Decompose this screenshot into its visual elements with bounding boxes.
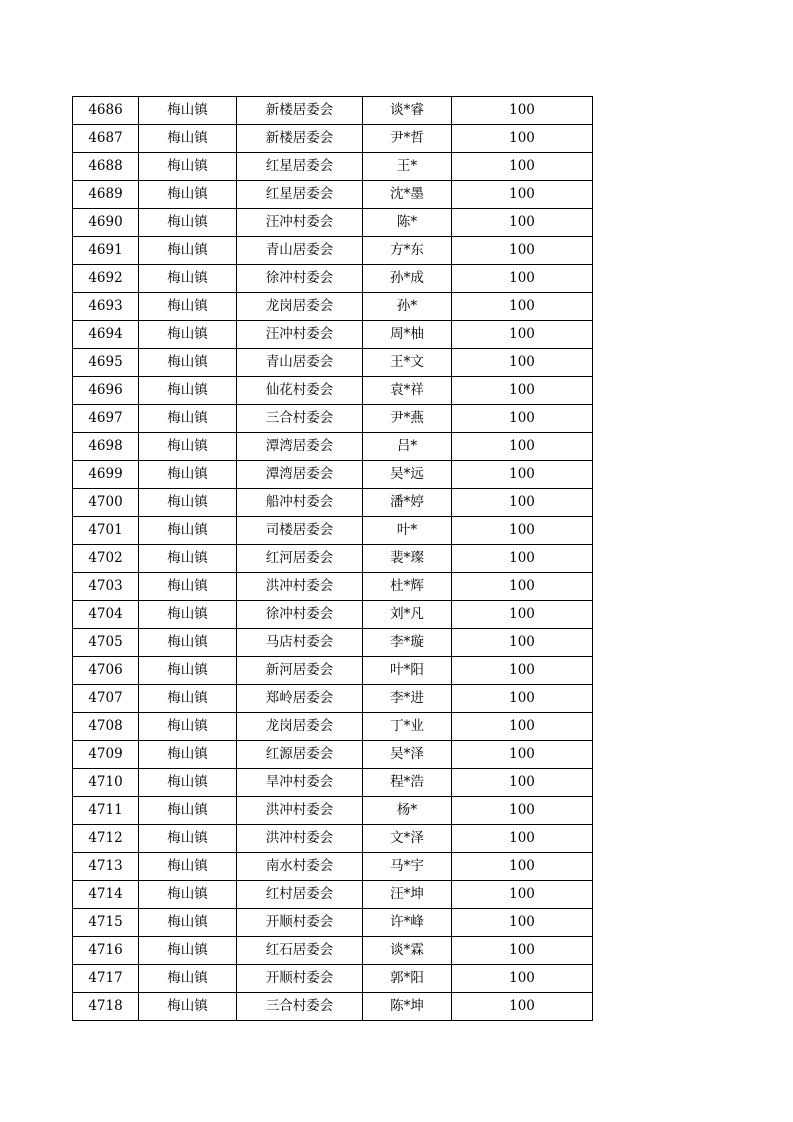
serial-number-cell: 4707 [73, 685, 139, 713]
serial-number-cell: 4708 [73, 713, 139, 741]
town-cell: 梅山镇 [139, 601, 237, 629]
table-row [73, 657, 593, 685]
amount-cell: 100 [452, 993, 593, 1021]
town-cell: 梅山镇 [139, 629, 237, 657]
town-cell: 梅山镇 [139, 489, 237, 517]
amount-cell: 100 [452, 797, 593, 825]
name-cell: 李*璇 [363, 629, 452, 657]
name-cell: 孙*成 [363, 265, 452, 293]
amount-cell: 100 [452, 629, 593, 657]
amount-cell: 100 [452, 881, 593, 909]
committee-cell: 三合村委会 [237, 993, 363, 1021]
name-cell: 谈*霖 [363, 937, 452, 965]
committee-cell: 汪冲村委会 [237, 209, 363, 237]
name-cell: 李*进 [363, 685, 452, 713]
committee-cell: 红星居委会 [237, 153, 363, 181]
serial-number-cell: 4686 [73, 97, 139, 125]
table-row [73, 321, 593, 349]
town-cell: 梅山镇 [139, 237, 237, 265]
town-cell: 梅山镇 [139, 97, 237, 125]
name-cell: 刘*凡 [363, 601, 452, 629]
table-row [73, 181, 593, 209]
committee-cell: 郑岭居委会 [237, 685, 363, 713]
serial-number-cell: 4691 [73, 237, 139, 265]
serial-number-cell: 4704 [73, 601, 139, 629]
serial-number-cell: 4693 [73, 293, 139, 321]
serial-number-cell: 4710 [73, 769, 139, 797]
table-row [73, 461, 593, 489]
name-cell: 文*泽 [363, 825, 452, 853]
town-cell: 梅山镇 [139, 377, 237, 405]
amount-cell: 100 [452, 349, 593, 377]
name-cell: 陈*坤 [363, 993, 452, 1021]
table-row [73, 937, 593, 965]
serial-number-cell: 4712 [73, 825, 139, 853]
amount-cell: 100 [452, 97, 593, 125]
committee-cell: 龙岗居委会 [237, 293, 363, 321]
name-cell: 杜*辉 [363, 573, 452, 601]
committee-cell: 汪冲村委会 [237, 321, 363, 349]
serial-number-cell: 4698 [73, 433, 139, 461]
recipient-table [72, 96, 593, 1021]
amount-cell: 100 [452, 657, 593, 685]
name-cell: 裴*璨 [363, 545, 452, 573]
committee-cell: 新河居委会 [237, 657, 363, 685]
town-cell: 梅山镇 [139, 993, 237, 1021]
serial-number-cell: 4692 [73, 265, 139, 293]
serial-number-cell: 4711 [73, 797, 139, 825]
name-cell: 周*柚 [363, 321, 452, 349]
amount-cell: 100 [452, 769, 593, 797]
name-cell: 叶*阳 [363, 657, 452, 685]
name-cell: 谈*睿 [363, 97, 452, 125]
amount-cell: 100 [452, 433, 593, 461]
table-row [73, 825, 593, 853]
amount-cell: 100 [452, 909, 593, 937]
town-cell: 梅山镇 [139, 825, 237, 853]
amount-cell: 100 [452, 685, 593, 713]
town-cell: 梅山镇 [139, 265, 237, 293]
name-cell: 潘*婷 [363, 489, 452, 517]
town-cell: 梅山镇 [139, 545, 237, 573]
serial-number-cell: 4688 [73, 153, 139, 181]
table-row [73, 741, 593, 769]
committee-cell: 红石居委会 [237, 937, 363, 965]
table-row [73, 125, 593, 153]
committee-cell: 洪冲村委会 [237, 825, 363, 853]
amount-cell: 100 [452, 125, 593, 153]
table-row [73, 433, 593, 461]
committee-cell: 旱冲村委会 [237, 769, 363, 797]
amount-cell: 100 [452, 461, 593, 489]
town-cell: 梅山镇 [139, 769, 237, 797]
serial-number-cell: 4699 [73, 461, 139, 489]
name-cell: 郭*阳 [363, 965, 452, 993]
committee-cell: 红源居委会 [237, 741, 363, 769]
amount-cell: 100 [452, 377, 593, 405]
amount-cell: 100 [452, 545, 593, 573]
town-cell: 梅山镇 [139, 881, 237, 909]
serial-number-cell: 4697 [73, 405, 139, 433]
amount-cell: 100 [452, 321, 593, 349]
committee-cell: 洪冲村委会 [237, 573, 363, 601]
serial-number-cell: 4706 [73, 657, 139, 685]
name-cell: 吴*泽 [363, 741, 452, 769]
serial-number-cell: 4700 [73, 489, 139, 517]
committee-cell: 红星居委会 [237, 181, 363, 209]
serial-number-cell: 4694 [73, 321, 139, 349]
amount-cell: 100 [452, 601, 593, 629]
table-row [73, 629, 593, 657]
town-cell: 梅山镇 [139, 349, 237, 377]
committee-cell: 洪冲村委会 [237, 797, 363, 825]
table-row [73, 293, 593, 321]
committee-cell: 三合村委会 [237, 405, 363, 433]
serial-number-cell: 4709 [73, 741, 139, 769]
serial-number-cell: 4689 [73, 181, 139, 209]
table-row [73, 797, 593, 825]
town-cell: 梅山镇 [139, 909, 237, 937]
table-row [73, 965, 593, 993]
amount-cell: 100 [452, 265, 593, 293]
committee-cell: 潭湾居委会 [237, 433, 363, 461]
serial-number-cell: 4715 [73, 909, 139, 937]
town-cell: 梅山镇 [139, 853, 237, 881]
name-cell: 叶* [363, 517, 452, 545]
serial-number-cell: 4690 [73, 209, 139, 237]
name-cell: 程*浩 [363, 769, 452, 797]
table-row [73, 713, 593, 741]
committee-cell: 潭湾居委会 [237, 461, 363, 489]
serial-number-cell: 4714 [73, 881, 139, 909]
town-cell: 梅山镇 [139, 657, 237, 685]
town-cell: 梅山镇 [139, 209, 237, 237]
table-row [73, 545, 593, 573]
name-cell: 王* [363, 153, 452, 181]
town-cell: 梅山镇 [139, 405, 237, 433]
name-cell: 王*文 [363, 349, 452, 377]
name-cell: 袁*祥 [363, 377, 452, 405]
committee-cell: 马店村委会 [237, 629, 363, 657]
town-cell: 梅山镇 [139, 153, 237, 181]
table-row [73, 377, 593, 405]
table-row [73, 97, 593, 125]
serial-number-cell: 4696 [73, 377, 139, 405]
town-cell: 梅山镇 [139, 713, 237, 741]
serial-number-cell: 4716 [73, 937, 139, 965]
serial-number-cell: 4703 [73, 573, 139, 601]
serial-number-cell: 4705 [73, 629, 139, 657]
town-cell: 梅山镇 [139, 797, 237, 825]
serial-number-cell: 4713 [73, 853, 139, 881]
name-cell: 马*宇 [363, 853, 452, 881]
serial-number-cell: 4718 [73, 993, 139, 1021]
table-row [73, 209, 593, 237]
table-row [73, 349, 593, 377]
serial-number-cell: 4701 [73, 517, 139, 545]
name-cell: 陈* [363, 209, 452, 237]
name-cell: 丁*业 [363, 713, 452, 741]
table-row [73, 489, 593, 517]
committee-cell: 红村居委会 [237, 881, 363, 909]
town-cell: 梅山镇 [139, 125, 237, 153]
table-row [73, 881, 593, 909]
committee-cell: 新楼居委会 [237, 125, 363, 153]
serial-number-cell: 4717 [73, 965, 139, 993]
table-row [73, 853, 593, 881]
serial-number-cell: 4687 [73, 125, 139, 153]
amount-cell: 100 [452, 825, 593, 853]
committee-cell: 船冲村委会 [237, 489, 363, 517]
name-cell: 许*峰 [363, 909, 452, 937]
serial-number-cell: 4702 [73, 545, 139, 573]
committee-cell: 开顺村委会 [237, 909, 363, 937]
amount-cell: 100 [452, 489, 593, 517]
amount-cell: 100 [452, 741, 593, 769]
table-row [73, 153, 593, 181]
town-cell: 梅山镇 [139, 685, 237, 713]
name-cell: 吴*远 [363, 461, 452, 489]
serial-number-cell: 4695 [73, 349, 139, 377]
amount-cell: 100 [452, 573, 593, 601]
town-cell: 梅山镇 [139, 937, 237, 965]
name-cell: 孙* [363, 293, 452, 321]
table-row [73, 237, 593, 265]
town-cell: 梅山镇 [139, 321, 237, 349]
committee-cell: 司楼居委会 [237, 517, 363, 545]
table-body [73, 97, 593, 1021]
name-cell: 杨* [363, 797, 452, 825]
table-row [73, 909, 593, 937]
town-cell: 梅山镇 [139, 293, 237, 321]
town-cell: 梅山镇 [139, 433, 237, 461]
table-row [73, 265, 593, 293]
town-cell: 梅山镇 [139, 517, 237, 545]
committee-cell: 青山居委会 [237, 237, 363, 265]
amount-cell: 100 [452, 209, 593, 237]
table-row [73, 405, 593, 433]
committee-cell: 龙岗居委会 [237, 713, 363, 741]
table-row [73, 601, 593, 629]
table-row [73, 993, 593, 1021]
amount-cell: 100 [452, 965, 593, 993]
amount-cell: 100 [452, 517, 593, 545]
amount-cell: 100 [452, 181, 593, 209]
town-cell: 梅山镇 [139, 965, 237, 993]
name-cell: 汪*坤 [363, 881, 452, 909]
amount-cell: 100 [452, 153, 593, 181]
committee-cell: 青山居委会 [237, 349, 363, 377]
committee-cell: 红河居委会 [237, 545, 363, 573]
town-cell: 梅山镇 [139, 741, 237, 769]
amount-cell: 100 [452, 237, 593, 265]
amount-cell: 100 [452, 853, 593, 881]
table-row [73, 573, 593, 601]
committee-cell: 仙花村委会 [237, 377, 363, 405]
name-cell: 沈*墨 [363, 181, 452, 209]
name-cell: 方*东 [363, 237, 452, 265]
town-cell: 梅山镇 [139, 181, 237, 209]
amount-cell: 100 [452, 937, 593, 965]
name-cell: 尹*哲 [363, 125, 452, 153]
amount-cell: 100 [452, 713, 593, 741]
town-cell: 梅山镇 [139, 573, 237, 601]
name-cell: 吕* [363, 433, 452, 461]
town-cell: 梅山镇 [139, 461, 237, 489]
committee-cell: 徐冲村委会 [237, 265, 363, 293]
table-row [73, 517, 593, 545]
name-cell: 尹*燕 [363, 405, 452, 433]
committee-cell: 新楼居委会 [237, 97, 363, 125]
amount-cell: 100 [452, 405, 593, 433]
committee-cell: 南水村委会 [237, 853, 363, 881]
amount-cell: 100 [452, 293, 593, 321]
table-row [73, 685, 593, 713]
committee-cell: 徐冲村委会 [237, 601, 363, 629]
table-row [73, 769, 593, 797]
committee-cell: 开顺村委会 [237, 965, 363, 993]
